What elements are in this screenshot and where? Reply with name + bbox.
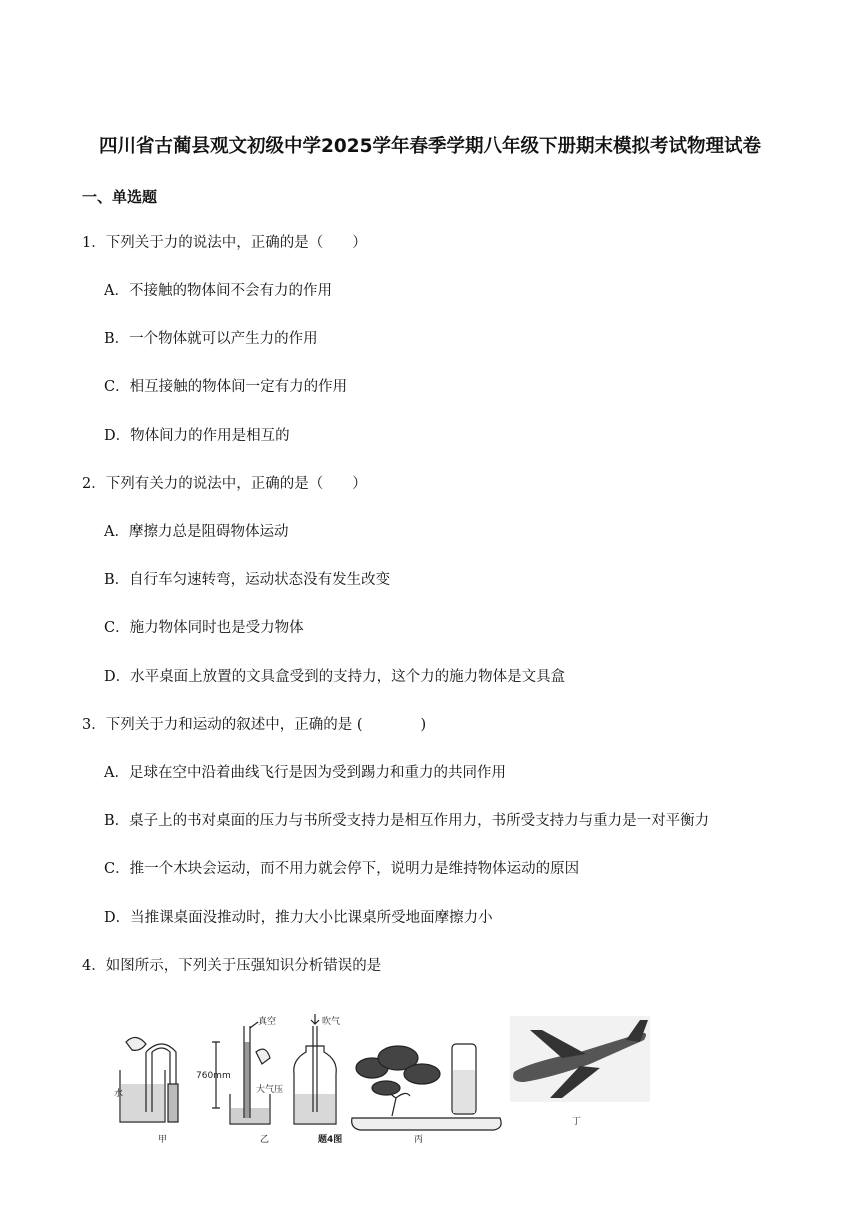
question-1-option-b: B．一个物体就可以产生力的作用 <box>104 331 318 347</box>
figure-bottle-apparatus <box>294 1014 337 1124</box>
figure-label-blow: 吹气 <box>322 1017 341 1027</box>
figure-label-vacuum: 真空 <box>258 1017 277 1027</box>
question-2-option-d: D．水平桌面上放置的文具盒受到的支持力，这个力的施力物体是文具盒 <box>104 669 566 685</box>
question-1-option-a: A．不接触的物体间不会有力的作用 <box>104 283 332 299</box>
question-2-option-a: A．摩擦力总是阻碍物体运动 <box>104 524 289 540</box>
figure-label-bing: 丙 <box>414 1135 424 1145</box>
figure-label-atm: 大气压 <box>256 1085 284 1095</box>
question-3-option-b: B．桌子上的书对桌面的压力与书所受支持力是相互作用力，书所受支持力与重力是一对平衡力 <box>104 813 710 829</box>
figure-label-760mm: 760mm <box>196 1071 231 1081</box>
figure-ding-airplane <box>510 1016 650 1102</box>
section-heading: 一、单选题 <box>82 188 158 206</box>
question-2-option-c: C．施力物体同时也是受力物体 <box>104 620 304 636</box>
figure-caption: 题4图 <box>318 1135 343 1145</box>
question-3-option-a: A．足球在空中沿着曲线飞行是因为受到踢力和重力的共同作用 <box>104 765 506 781</box>
question-1-option-d: D．物体间力的作用是相互的 <box>104 428 290 444</box>
question-1-option-c: C．相互接触的物体间一定有力的作用 <box>104 379 348 395</box>
figure-label-yi: 乙 <box>260 1135 270 1145</box>
figure-label-ding: 丁 <box>572 1117 582 1127</box>
figure-label-jia: 甲 <box>158 1135 168 1145</box>
question-2-stem: 2．下列有关力的说法中，正确的是（ ） <box>82 476 367 492</box>
question-3-stem: 3．下列关于力和运动的叙述中，正确的是 ( ) <box>82 717 427 733</box>
question-4-stem: 4．如图所示，下列关于压强知识分析错误的是 <box>82 958 382 974</box>
figure-label-water: 水 <box>114 1089 124 1099</box>
question-4-figure <box>110 1012 655 1147</box>
question-3-option-d: D．当推课桌面没推动时，推力大小比课桌所受地面摩擦力小 <box>104 910 493 926</box>
question-3-option-c: C．推一个木块会运动，而不用力就会停下，说明力是维持物体运动的原因 <box>104 861 580 877</box>
question-2-option-b: B．自行车匀速转弯，运动状态没有发生改变 <box>104 572 391 588</box>
page-title: 四川省古蔺县观文初级中学2025学年春季学期八年级下册期末模拟考试物理试卷 <box>99 136 761 157</box>
question-1-stem: 1．下列关于力的说法中，正确的是（ ） <box>82 235 367 251</box>
figure-jia-apparatus <box>120 1037 178 1122</box>
figure-bing-apparatus <box>352 1044 501 1130</box>
